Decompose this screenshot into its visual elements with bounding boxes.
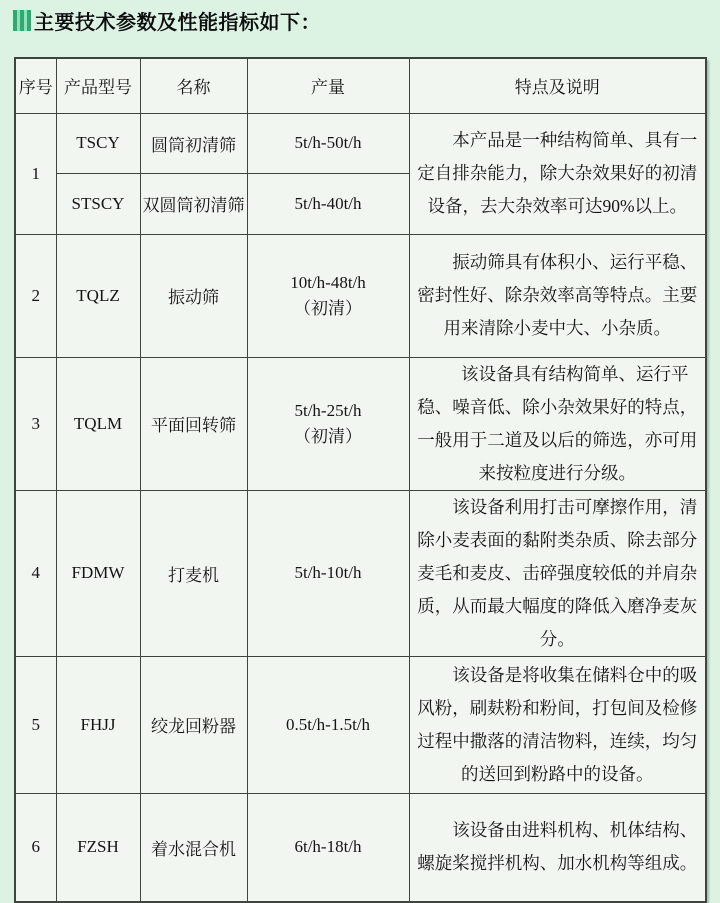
cell-model: FZSH: [56, 793, 140, 902]
features-text: 该设备利用打击可摩擦作用，清除小麦表面的黏附类杂质、除去部分麦毛和麦皮、击碎强度较低的并肩杂质，从而最大幅度的降低入磨净麦灰分。: [417, 496, 698, 649]
cell-features: [409, 357, 706, 490]
cell-name: 振动筛: [140, 234, 247, 357]
page-title: 主要技术参数及性能指标如下：: [34, 11, 321, 34]
cell-model: STSCY: [56, 173, 140, 234]
green-stripes-icon: [13, 10, 31, 31]
output-value: 10t/h-48t/h: [290, 272, 366, 292]
header-cell-model: 产品型号: [56, 58, 140, 113]
cell-output: [247, 357, 409, 490]
header-cell-name: 名称: [140, 58, 247, 113]
output-value: 5t/h-25t/h: [294, 400, 362, 420]
cell-name: 打麦机: [140, 490, 247, 656]
cell-no: 2: [15, 234, 56, 357]
header-cell-features: 特点及说明: [409, 58, 706, 113]
table-row: [15, 113, 706, 173]
cell-output: [247, 234, 409, 357]
cell-model: FHJJ: [56, 656, 140, 793]
page-title-row: [0, 0, 720, 32]
cell-name: 平面回转筛: [140, 357, 247, 490]
cell-name: 绞龙回粉器: [140, 656, 247, 793]
table-row: [15, 656, 706, 793]
cell-no: 3: [15, 357, 56, 490]
features-text: 振动筛具有体积小、运行平稳、密封性好、除杂效率高等特点。主要用来清除小麦中大、小杂质。: [417, 252, 698, 338]
cell-features: [409, 793, 706, 902]
output-note: （初清）: [294, 426, 362, 446]
cell-model: TQLM: [56, 357, 140, 490]
table-row: [15, 793, 706, 902]
cell-no: 1: [15, 113, 56, 234]
output-note: （初清）: [294, 298, 362, 318]
features-text: 本产品是一种结构简单、具有一定自排杂能力，除大杂效果好的初清设备，去大杂效率可达90%以上。: [417, 130, 698, 216]
cell-output: 0.5t/h-1.5t/h: [247, 656, 409, 793]
cell-output: 5t/h-40t/h: [247, 173, 409, 234]
table-row: [15, 490, 706, 656]
header-cell-output: 产量: [247, 58, 409, 113]
cell-output: 6t/h-18t/h: [247, 793, 409, 902]
cell-no: 6: [15, 793, 56, 902]
features-text: 该设备是将收集在储料仓中的吸风粉，刷麸粉和粉间，打包间及检修过程中撒落的清洁物料，连续，均匀的送回到粉路中的设备。: [417, 664, 698, 784]
spec-table: [14, 57, 707, 903]
features-text: 该设备具有结构简单、运行平稳、噪音低、除小杂效果好的特点，一般用于二道及以后的筛选，亦可用来按粒度进行分级。: [417, 363, 698, 483]
cell-name: 圆筒初清筛: [140, 113, 247, 173]
cell-model: TQLZ: [56, 234, 140, 357]
cell-name: 双圆筒初清筛: [140, 173, 247, 234]
cell-output: 5t/h-10t/h: [247, 490, 409, 656]
cell-output: 5t/h-50t/h: [247, 113, 409, 173]
cell-features: [409, 490, 706, 656]
table-row: [15, 234, 706, 357]
cell-model: TSCY: [56, 113, 140, 173]
cell-features: [409, 656, 706, 793]
header-row: [15, 58, 706, 113]
features-text: 该设备由进料机构、机体结构、螺旋桨搅拌机构、加水机构等组成。: [417, 820, 698, 874]
cell-features: [409, 113, 706, 234]
cell-no: 4: [15, 490, 56, 656]
cell-features: [409, 234, 706, 357]
cell-no: 5: [15, 656, 56, 793]
table-row: [15, 357, 706, 490]
header-cell-no: 序号: [15, 58, 56, 113]
cell-name: 着水混合机: [140, 793, 247, 902]
cell-model: FDMW: [56, 490, 140, 656]
